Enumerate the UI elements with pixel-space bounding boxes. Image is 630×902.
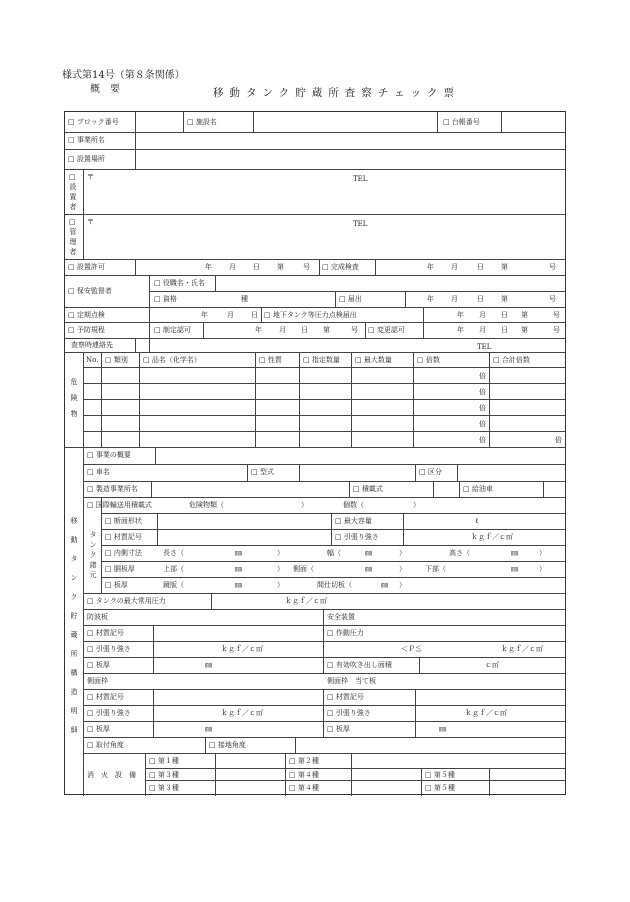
qualification-kind: 種 (241, 295, 248, 303)
completion-inspection-label: □ 完成検査 (322, 263, 359, 271)
complete-day: 日 (477, 263, 484, 271)
pressure-range: ＜Ｐ≦ (401, 645, 422, 653)
manager-tel: TEL (353, 220, 368, 228)
installer-label: 設 置 者 (69, 183, 77, 211)
paren-close: ） (399, 549, 406, 557)
page-title: 移動タンク貯蔵所査察チェック票 (213, 87, 460, 99)
paren-close: ） (399, 581, 406, 589)
est-go: 号 (351, 326, 358, 334)
contact-angle-label: □ 接地角度 (209, 741, 246, 749)
chg-no: 第 (521, 326, 528, 334)
safety-device-heading: 安全装置 (327, 613, 355, 621)
hazmat-col-designated: □ 指定数量 (303, 356, 340, 364)
hazmat-col-name: □ 品名（化学名） (143, 356, 201, 364)
mm-unit: ㎜ (235, 549, 242, 557)
tank-structure-side-label: 移 動 タ ン ク 貯 蔵 所 構 造 明 細 (70, 517, 78, 734)
periodic-day: 日 (251, 311, 258, 319)
model-label: □ 型式 (251, 468, 274, 476)
bottom-label: 下部（ (425, 565, 446, 573)
hazmat-side-label: 危 険 物 (70, 378, 78, 418)
plate-mm-unit: ㎜ (439, 725, 446, 733)
hazmat-total-unit: 倍 (555, 436, 562, 444)
hazmat-unit: 倍 (479, 436, 486, 444)
paren-close: ） (277, 549, 284, 557)
complete-month: 月 (451, 263, 458, 271)
tank-month: 月 (479, 311, 486, 319)
hazmat-kind-label: 危険物類（ (189, 501, 224, 509)
sup-day: 日 (477, 295, 484, 303)
inspection-contact-label: 査察時連絡先 (71, 341, 113, 349)
complete-year: 年 (427, 263, 434, 271)
paren-close: ） (399, 565, 406, 573)
business-name-label: □ 事業所名 (68, 136, 105, 144)
plate-tensile-unit: ｋｇｆ／ｃ㎡ (465, 709, 507, 717)
underground-tank-label: □ 地下タンク等圧力点検届出 (264, 311, 357, 319)
pressure-unit: ｋｇｆ／ｃ㎡ (285, 597, 327, 605)
form-number: 様式第14号（第８条関係） (62, 70, 185, 81)
inner-dimension-label: □ 内側寸法 (105, 549, 142, 557)
tank-no: 第 (521, 311, 528, 319)
paren-close: ） (539, 549, 546, 557)
hazmat-unit: 倍 (479, 388, 486, 396)
title-name-label: □ 役職名・氏名 (154, 279, 205, 287)
section-heading: 概 要 (90, 84, 120, 95)
baffle-material-label: □ 材質記号 (87, 629, 124, 637)
sup-no: 第 (501, 295, 508, 303)
permit-go: 号 (303, 263, 310, 271)
frame-mm-unit: ㎜ (205, 725, 212, 733)
fire-class4: □ 第４種 (289, 784, 319, 792)
capacity-unit: ℓ (475, 517, 479, 525)
mm-unit: ㎜ (365, 549, 372, 557)
hazmat-col-max: □ 最大数量 (355, 356, 392, 364)
block-number-label: □ ブロック番号 (68, 118, 119, 126)
baffle-tensile-label: □ 引張り強さ (87, 645, 131, 653)
partition-label: 間仕切板（ (317, 581, 352, 589)
length-label: 長さ（ (163, 549, 184, 557)
pieces-label: 個数（ (343, 501, 364, 509)
permit-month: 月 (229, 263, 236, 271)
material-label: □ 材質記号 (105, 533, 142, 541)
paren-close: ） (277, 565, 284, 573)
sup-go: 号 (549, 295, 556, 303)
frame-plate-label: □ 板厚 (87, 725, 110, 733)
hazmat-col-no: No. (86, 356, 99, 364)
width-label: 幅（ (327, 549, 341, 557)
max-pressure-label: □ タンクの最大常用圧力 (87, 597, 166, 605)
installer-tel: TEL (353, 175, 368, 183)
category-label: □ 区分 (419, 468, 442, 476)
frame-tensile-unit: ｋｇｆ／ｃ㎡ (221, 709, 263, 717)
paren-close: ） (413, 501, 420, 509)
installer-checkbox: □ (69, 173, 76, 181)
notice-label: □ 届出 (339, 295, 362, 303)
baffle-mm-unit: ㎜ (205, 661, 212, 669)
prevention-rules-label: □ 予防規程 (68, 326, 105, 334)
baffle-tensile-unit: ｋｇｆ／ｃ㎡ (221, 645, 263, 653)
baffle-heading: 防波板 (87, 613, 108, 621)
establish-approval-label: □ 制定認可 (154, 326, 191, 334)
hazmat-unit: 倍 (479, 404, 486, 412)
plate-material-label: □ 材質記号 (327, 693, 364, 701)
side-frame-heading: 側面枠 (87, 677, 108, 685)
fire-equipment-label: 消 火 設 備 (87, 771, 136, 779)
hazmat-unit: 倍 (479, 420, 486, 428)
side-label: 側面（ (293, 565, 314, 573)
plate-thickness-label: □ 板厚 (105, 581, 128, 589)
permit-no: 第 (277, 263, 284, 271)
fuel-truck-label: □ 給油車 (463, 485, 493, 493)
fire-class3: □ 第３種 (149, 784, 179, 792)
paren-close: ） (301, 501, 308, 509)
frame-material-label: □ 材質記号 (87, 693, 124, 701)
paren-close: ） (539, 565, 546, 573)
sup-month: 月 (451, 295, 458, 303)
max-capacity-label: □ 最大容量 (335, 517, 372, 525)
chg-go: 号 (553, 326, 560, 334)
car-name-label: □ 車名 (87, 468, 110, 476)
body-thickness-label: □ 胴板厚 (105, 565, 135, 573)
plate-thickness-label: □ 板厚 (327, 725, 350, 733)
permit-label: □ 設置許可 (68, 263, 105, 271)
contact-tel: TEL (477, 343, 492, 351)
tank-year: 年 (457, 311, 464, 319)
manager-checkbox: □ (69, 218, 76, 226)
tank-go: 号 (553, 311, 560, 319)
chg-year: 年 (457, 326, 464, 334)
cross-section-label: □ 断面形状 (105, 517, 142, 525)
mounting-angle-label: □ 取付角度 (87, 741, 124, 749)
facility-name-label: □ 施設名 (187, 118, 217, 126)
manager-label: 管 理 者 (69, 228, 77, 256)
supervisor-label: □ 保安監督者 (68, 287, 112, 295)
fire-class3: □ 第３種 (149, 771, 179, 779)
plate-tensile-label: □ 引張り強さ (327, 709, 371, 717)
fire-class4: □ 第４種 (289, 771, 319, 779)
mm-unit: ㎜ (235, 581, 242, 589)
loaded-type-label: □ 積載式 (353, 485, 383, 493)
hazmat-unit: 倍 (479, 372, 486, 380)
frame-tensile-label: □ 引張り強さ (87, 709, 131, 717)
vent-area-label: □ 有効吹き出し面積 (327, 661, 392, 669)
tank-day: 日 (501, 311, 508, 319)
complete-no: 第 (501, 263, 508, 271)
vent-area-unit: ｃ㎡ (485, 661, 499, 669)
est-year: 年 (255, 326, 262, 334)
permit-year: 年 (205, 263, 212, 271)
est-day: 日 (301, 326, 308, 334)
periodic-check-label: □ 定期点検 (68, 311, 105, 319)
periodic-month: 月 (227, 311, 234, 319)
side-frame-plate-heading: 側面枠 当て板 (327, 677, 376, 685)
tank-specs-side-label: タ ン ク 諸 元 (89, 531, 97, 579)
fire-class1: □ 第１種 (149, 757, 179, 765)
ledger-number-label: □ 台帳番号 (443, 118, 480, 126)
mm-unit: ㎜ (511, 549, 518, 557)
change-approval-label: □ 変更認可 (368, 326, 405, 334)
est-month: 月 (279, 326, 286, 334)
paren-close: ） (277, 581, 284, 589)
mirror-plate-label: 鏡版（ (163, 581, 184, 589)
mm-unit: ㎜ (235, 565, 242, 573)
fire-class5: □ 第５種 (425, 771, 455, 779)
complete-go: 号 (549, 263, 556, 271)
hazmat-col-property: □ 性質 (259, 356, 282, 364)
business-overview-label: □ 事業の概要 (87, 451, 131, 459)
op-pressure-unit: ｋｇｆ／ｃ㎡ (501, 645, 543, 653)
mm-unit: ㎜ (381, 581, 388, 589)
top-label: 上部（ (163, 565, 184, 573)
chg-day: 日 (501, 326, 508, 334)
check-sheet-table (64, 111, 566, 795)
hazmat-col-multiple: □ 倍数 (417, 356, 440, 364)
height-label: 高さ（ (449, 549, 470, 557)
hazmat-col-class: □ 類別 (105, 356, 128, 364)
sup-year: 年 (427, 295, 434, 303)
permit-day: 日 (253, 263, 260, 271)
mm-unit: ㎜ (365, 565, 372, 573)
fire-class2: □ 第２種 (289, 757, 319, 765)
baffle-plate-label: □ 板厚 (87, 661, 110, 669)
est-no: 第 (323, 326, 330, 334)
hazmat-col-total: □ 合計倍数 (493, 356, 530, 364)
intl-transport-label: □ 国際輸送用積載式 (87, 501, 152, 509)
fire-class5: □ 第５種 (425, 784, 455, 792)
periodic-year: 年 (201, 311, 208, 319)
manager-postal: 〒 (87, 218, 94, 226)
installer-postal: 〒 (87, 173, 94, 181)
manufacturer-label: □ 製造事業所名 (87, 485, 138, 493)
operating-pressure-label: □ 作動圧力 (327, 629, 364, 637)
location-label: □ 設置場所 (68, 155, 105, 163)
mm-unit: ㎜ (511, 565, 518, 573)
tensile-unit: ｋｇｆ／ｃ㎡ (471, 533, 513, 541)
qualification-label: □ 資格 (154, 295, 177, 303)
chg-month: 月 (479, 326, 486, 334)
tensile-label: □ 引張り強さ (335, 533, 379, 541)
